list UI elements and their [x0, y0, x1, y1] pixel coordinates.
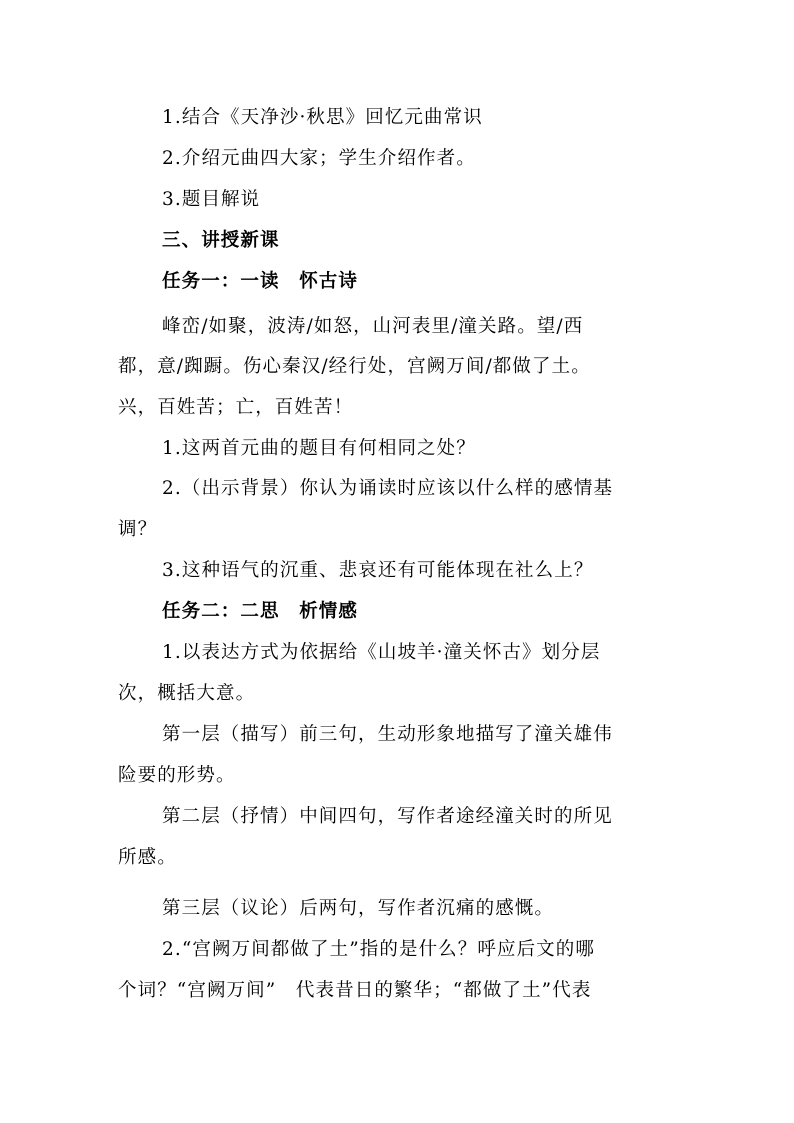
task-heading: 任务一：一读 怀古诗	[162, 271, 359, 292]
paragraph-line: 所感。	[118, 847, 177, 868]
section-heading: 三、讲授新课	[162, 230, 280, 251]
list-item: 2.（出示背景）你认为诵读时应该以什么样的感情基	[162, 478, 614, 499]
list-item: 2.“宫阙万间都做了土”指的是什么？呼应后文的哪	[162, 939, 595, 960]
paragraph-line: 个词？“宫阙万间” 代表昔日的繁华；“都做了土”代表	[118, 980, 592, 1001]
list-item: 3.题目解说	[162, 189, 261, 210]
paragraph-line: 第一层（描写）前三句，生动形象地描写了潼关雄伟	[162, 724, 613, 745]
list-item: 2.介绍元曲四大家；学生介绍作者。	[162, 148, 476, 169]
paragraph-line: 第三层（议论）后两句，写作者沉痛的感慨。	[162, 898, 555, 919]
list-item: 1.以表达方式为依据给《山坡羊·潼关怀古》划分层	[162, 642, 601, 663]
task-heading: 任务二：二思 析情感	[162, 601, 359, 622]
paragraph-line: 险要的形势。	[118, 765, 236, 786]
paragraph-line: 兴，百姓苦；亡，百姓苦！	[118, 397, 354, 418]
paragraph-line: 都，意/踟蹰。伤心秦汉/经行处，宫阙万间/都做了土。	[118, 356, 591, 377]
list-item: 1.结合《天净沙·秋思》回忆元曲常识	[162, 107, 483, 128]
list-item: 3.这种语气的沉重、悲哀还有可能体现在社么上？	[162, 560, 594, 581]
paragraph-line: 次，概括大意。	[118, 683, 256, 704]
list-item: 1.这两首元曲的题目有何相同之处？	[162, 438, 476, 459]
paragraph-line: 第二层（抒情）中间四句，写作者途经潼关时的所见	[162, 806, 613, 827]
paragraph-line: 峰峦/如聚，波涛/如怒，山河表里/潼关路。望/西	[162, 316, 584, 337]
paragraph-line: 调？	[118, 519, 158, 540]
